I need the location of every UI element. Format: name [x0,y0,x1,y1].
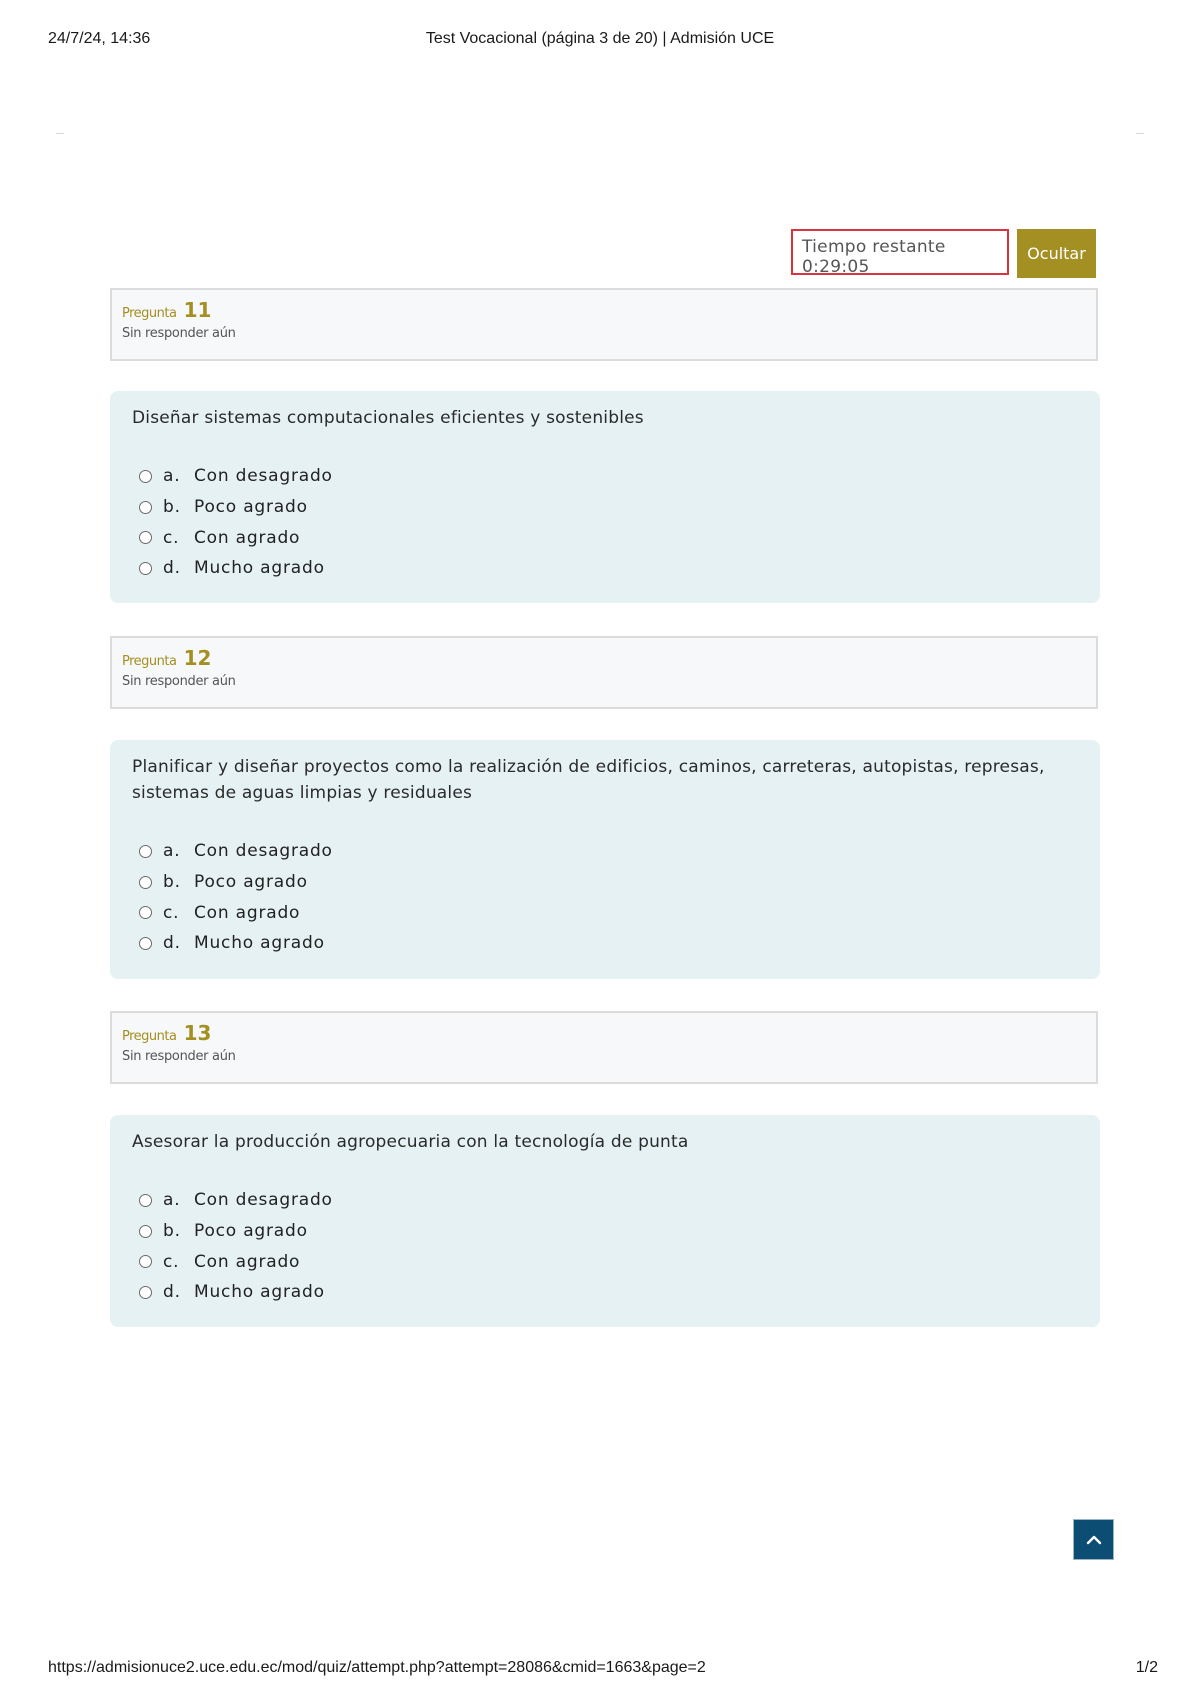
answer-option[interactable]: a. Con desagrado [132,1185,1078,1216]
answer-option[interactable]: b. Poco agrado [132,867,1078,898]
question-label: Pregunta [122,1029,177,1044]
answer-option[interactable]: d. Mucho agrado [132,553,1078,584]
radio-button[interactable] [139,876,152,889]
page-edge-mark-right [1136,133,1144,134]
print-footer [48,1659,1158,1677]
print-header [0,30,1200,52]
question-formulation [110,1115,1100,1327]
question-info [110,1011,1098,1084]
question-state: Sin responder aún [122,1049,236,1064]
answer-option[interactable]: c. Con agrado [132,897,1078,928]
hide-timer-button[interactable]: Ocultar [1017,229,1096,278]
chevron-up-icon [1085,1534,1103,1546]
answer-option[interactable]: c. Con agrado [132,522,1078,553]
back-to-top-button[interactable] [1073,1519,1114,1560]
answer-options [132,461,1078,584]
answer-option[interactable]: b. Poco agrado [132,492,1078,523]
question-number: 11 [183,298,212,322]
question-formulation [110,740,1100,979]
answer-option[interactable]: a. Con desagrado [132,461,1078,492]
answer-option[interactable]: a. Con desagrado [132,836,1078,867]
answer-option[interactable]: b. Poco agrado [132,1216,1078,1247]
radio-button[interactable] [139,470,152,483]
radio-button[interactable] [139,937,152,950]
question-number: 13 [183,1021,212,1045]
question-info [110,288,1098,361]
question-label: Pregunta [122,306,177,321]
question-text: Asesorar la producción agropecuaria con la tecnología de punta [132,1132,689,1152]
radio-button[interactable] [139,562,152,575]
page-url: https://admisionuce2.uce.edu.ec/mod/quiz/attempt.php?attempt=28086&cmid=1663&page=2 [48,1659,706,1676]
quiz-timer [791,229,1086,279]
answer-option[interactable]: d. Mucho agrado [132,1277,1078,1308]
question-number: 12 [183,646,212,670]
page-number: 1/2 [1135,1659,1158,1676]
question-state: Sin responder aún [122,326,236,341]
question-label: Pregunta [122,654,177,669]
radio-button[interactable] [139,1255,152,1268]
answer-option[interactable]: d. Mucho agrado [132,928,1078,959]
radio-button[interactable] [139,501,152,514]
page-edge-mark-left [56,133,64,134]
question-text: Planificar y diseñar proyectos como la realización de edificios, caminos, carreteras, autopistas, represas, sistemas de aguas limpias y residuales [132,757,1045,803]
question-state: Sin responder aún [122,674,236,689]
time-remaining: Tiempo restante 0:29:05 [791,229,1009,275]
answer-options [132,836,1078,959]
radio-button[interactable] [139,531,152,544]
question-formulation [110,391,1100,603]
print-datetime: 24/7/24, 14:36 [48,30,151,47]
answer-option[interactable]: c. Con agrado [132,1246,1078,1277]
radio-button[interactable] [139,1286,152,1299]
radio-button[interactable] [139,906,152,919]
radio-button[interactable] [139,1194,152,1207]
question-info [110,636,1098,709]
question-text: Diseñar sistemas computacionales eficientes y sostenibles [132,408,644,428]
print-page-title: Test Vocacional (página 3 de 20) | Admisión UCE [425,30,775,47]
radio-button[interactable] [139,1225,152,1238]
radio-button[interactable] [139,845,152,858]
answer-options [132,1185,1078,1308]
